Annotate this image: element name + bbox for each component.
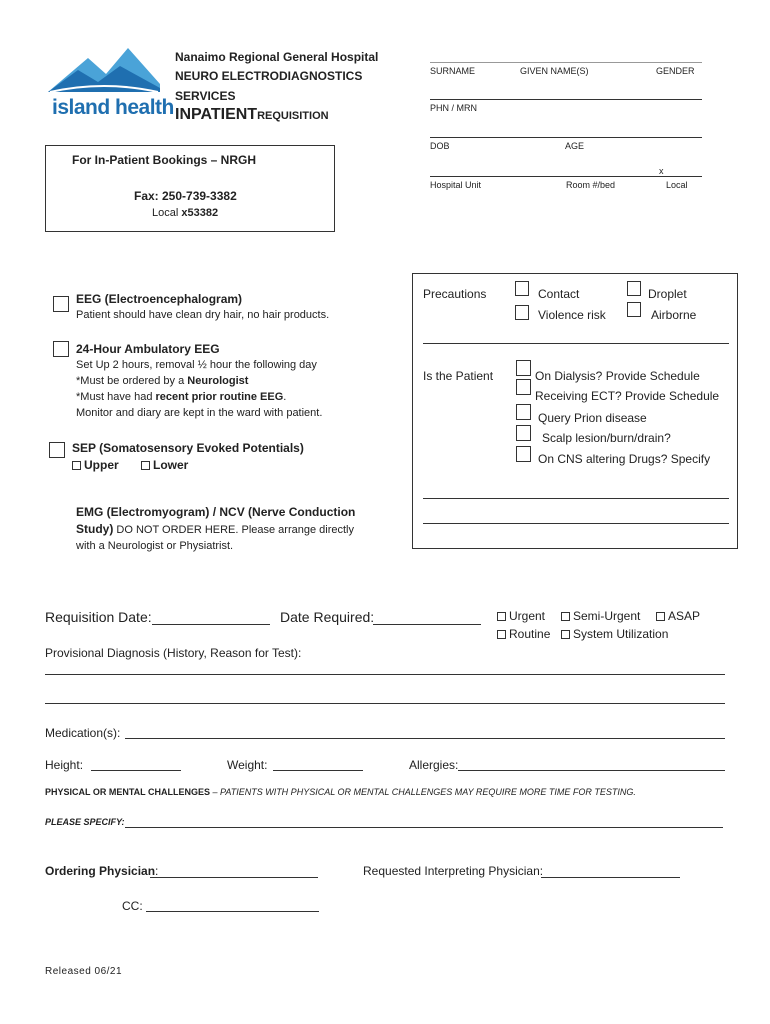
ect-label: Receiving ECT? Provide Schedule [535,389,720,403]
medications-label: Medication(s): [45,726,121,740]
contact-checkbox[interactable] [515,281,529,296]
patient-top-line [430,62,702,63]
cns-specify-line-2[interactable] [423,523,729,524]
date-required-field[interactable] [373,624,481,625]
system-utilization-checkbox[interactable] [561,630,570,639]
ordering-physician-colon: : [155,864,159,878]
is-patient-label: Is the Patient [423,369,494,383]
cns-label: On CNS altering Drugs? Specify [538,452,711,466]
cc-label: CC: [122,899,143,913]
sep-upper-label: Upper [84,458,119,472]
ambulatory-line-3-text: *Must have had [76,391,156,403]
eeg-checkbox[interactable] [53,296,69,312]
height-label: Height: [45,758,84,772]
local-label: Local [666,180,688,190]
ambulatory-prior-eeg: recent prior routine EEG [155,391,284,403]
ordering-physician-field[interactable] [150,877,318,878]
ambulatory-line-2-text: *Must be ordered by a [76,375,188,387]
medications-field[interactable] [125,738,725,739]
ect-checkbox[interactable] [516,379,531,395]
booking-local-number: x53382 [181,207,219,219]
dob-label: DOB [430,141,450,151]
ambulatory-line-3-end: . [283,391,287,403]
requisition-date-field[interactable] [152,624,270,625]
asap-checkbox[interactable] [656,612,665,621]
sep-upper-checkbox[interactable] [72,461,81,470]
cc-field[interactable] [146,911,319,912]
physical-challenges-text: – PATIENTS WITH PHYSICAL OR MENTAL CHALLENGES MAY REQUIRE MORE TIME FOR TESTING. [210,787,636,797]
sep-lower-checkbox[interactable] [141,461,150,470]
diagnosis-line-2[interactable] [45,703,725,704]
please-specify-field[interactable] [125,827,723,828]
gender-label: GENDER [656,66,695,76]
routine-checkbox[interactable] [497,630,506,639]
ambulatory-eeg-checkbox[interactable] [53,341,69,357]
sep-title: SEP (Somatosensory Evoked Potentials) [72,441,304,455]
please-specify-label: PLEASE SPECIFY: [45,817,125,827]
semi-urgent-label: Semi-Urgent [573,609,641,623]
interpreting-physician-field[interactable] [541,877,680,878]
contact-label: Contact [538,287,580,301]
dialysis-label: On Dialysis? Provide Schedule [535,369,700,383]
height-field[interactable] [91,770,181,771]
urgent-option[interactable] [497,609,545,623]
dob-line[interactable] [430,176,702,177]
ambulatory-eeg-title: 24-Hour Ambulatory EEG [76,342,220,356]
booking-local-prefix: Local [152,207,182,219]
ambulatory-line-1: Set Up 2 hours, removal ½ hour the following day [76,359,317,371]
urgent-label: Urgent [509,609,546,623]
sep-upper-option[interactable] [72,458,119,472]
ambulatory-line-3 [76,391,286,403]
island-health-logo [48,44,174,122]
date-required-label: Date Required: [280,609,375,625]
airborne-label: Airborne [651,308,697,322]
ordering-physician-label [45,864,158,878]
weight-field[interactable] [273,770,363,771]
weight-label: Weight: [227,758,268,772]
allergies-label: Allergies: [409,758,459,772]
booking-fax: Fax: 250-739-3382 [134,189,237,203]
booking-box [45,145,335,232]
violence-risk-checkbox[interactable] [515,305,529,320]
scalp-label: Scalp lesion/burn/drain? [542,431,671,445]
emg-do-not-order: DO NOT ORDER HERE. Please arrange directly [113,524,354,536]
surname-label: SURNAME [430,66,476,76]
semi-urgent-option[interactable] [561,609,640,623]
mountain-logo-icon [48,44,160,96]
physical-challenges-note [45,787,636,797]
sep-lower-label: Lower [153,458,189,472]
asap-label: ASAP [668,609,701,623]
semi-urgent-checkbox[interactable] [561,612,570,621]
room-bed-label: Room #/bed [566,180,616,190]
droplet-checkbox[interactable] [627,281,641,296]
requisition-date-label: Requisition Date: [45,609,152,625]
prion-checkbox[interactable] [516,404,531,420]
emg-line-2: with a Neurologist or Physiatrist. [76,540,234,552]
emg-study: Study) [76,522,114,536]
released-date: Released 06/21 [45,966,123,977]
sep-lower-option[interactable] [141,458,188,472]
ambulatory-line-4: Monitor and diary are kept in the ward with patient. [76,407,323,419]
dialysis-checkbox[interactable] [516,360,531,376]
surname-line[interactable] [430,99,702,100]
hospital-name: Nanaimo Regional General Hospital [175,50,379,64]
eeg-title: EEG (Electroencephalogram) [76,292,243,306]
booking-local [152,207,218,219]
diagnosis-line-1[interactable] [45,674,725,675]
ambulatory-neurologist: Neurologist [187,375,249,387]
requisition-title-small: REQUISITION [257,110,329,122]
system-utilization-label: System Utilization [573,627,669,641]
allergies-field[interactable] [458,770,725,771]
scalp-checkbox[interactable] [516,425,531,441]
precautions-divider [423,343,729,344]
hospital-unit-label: Hospital Unit [430,180,482,190]
droplet-label: Droplet [648,287,687,301]
precautions-box [412,273,738,549]
emg-title: EMG (Electromyogram) / NCV (Nerve Conduction [76,505,356,519]
dept-line-2: SERVICES [175,89,236,103]
dept-line-1: NEURO ELECTRODIAGNOSTICS [175,69,363,83]
requisition-title [175,106,329,124]
logo-text: island health [52,96,174,119]
asap-option[interactable] [656,609,700,623]
phn-label: PHN / MRN [430,103,477,113]
ambulatory-line-2 [76,375,248,387]
eeg-note: Patient should have clean dry hair, no hair products. [76,309,330,321]
requisition-title-big: INPATIENT [175,106,258,123]
cns-checkbox[interactable] [516,446,531,462]
system-utilization-option[interactable] [561,627,668,641]
phn-line[interactable] [430,137,702,138]
routine-label: Routine [509,627,551,641]
booking-title: For In-Patient Bookings – NRGH [72,153,257,167]
given-name-label: GIVEN NAME(S) [520,66,589,76]
age-label: AGE [565,141,585,151]
interpreting-physician-label: Requested Interpreting Physician: [363,864,544,878]
physical-challenges-heading: PHYSICAL OR MENTAL CHALLENGES [45,787,211,797]
urgent-checkbox[interactable] [497,612,506,621]
cns-specify-line-1[interactable] [423,498,729,499]
violence-risk-label: Violence risk [538,308,606,322]
airborne-checkbox[interactable] [627,302,641,317]
provisional-diagnosis-label: Provisional Diagnosis (History, Reason for Test): [45,646,302,660]
prion-label: Query Prion disease [538,411,647,425]
ordering-physician-text: Ordering Physician [45,864,156,878]
precautions-label: Precautions [423,287,487,301]
routine-option[interactable] [497,627,550,641]
sep-checkbox[interactable] [49,442,65,458]
local-x-mark: x [659,166,664,176]
emg-line-1 [76,522,354,536]
